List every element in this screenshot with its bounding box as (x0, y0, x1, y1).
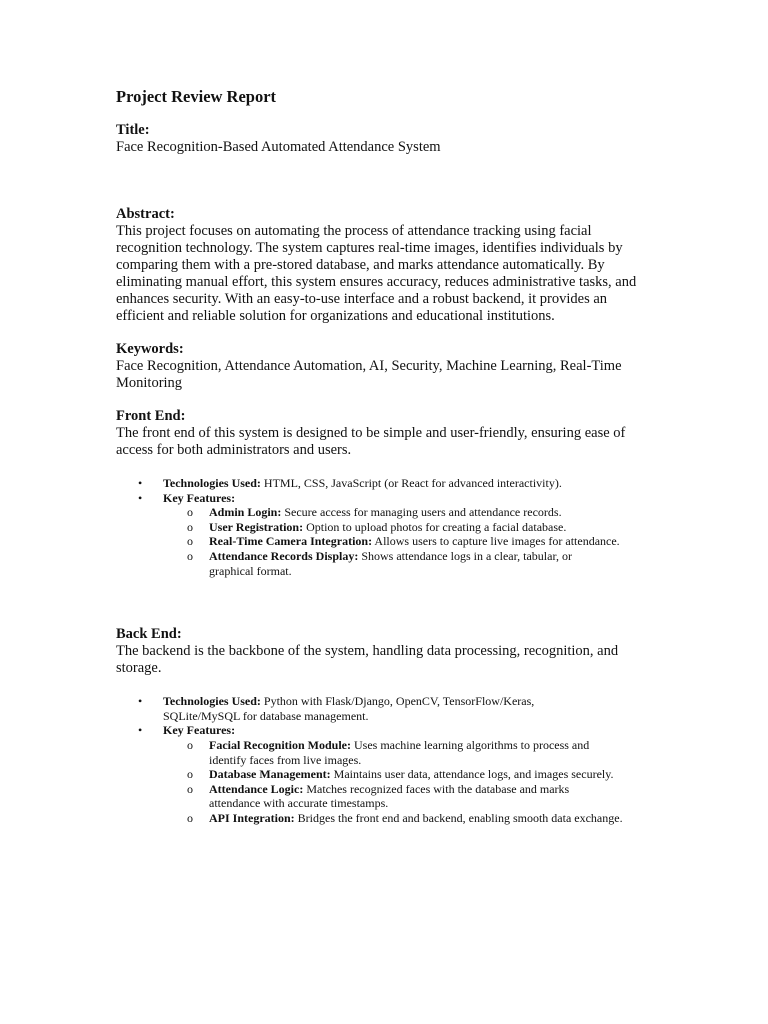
abstract-heading: Abstract: (116, 206, 175, 222)
feature-label: Admin Login: (209, 505, 282, 520)
back-end-technologies-item (116, 694, 573, 723)
feature-label: Facial Recognition Module: (209, 737, 351, 752)
feature-label: Database Management: (209, 767, 331, 782)
abstract-section (116, 206, 656, 325)
feature-label: Attendance Logic: (209, 781, 304, 796)
keywords-section (116, 341, 656, 392)
keywords-text: Face Recognition, Attendance Automation, AI, Security, Machine Learning, Real-Time Monitoring (116, 358, 622, 391)
back-end-list (116, 694, 656, 825)
document-title: Project Review Report (116, 87, 277, 106)
technologies-text: HTML, CSS, JavaScript (or React for advanced interactivity). (260, 476, 562, 490)
list-item (163, 505, 656, 520)
keywords-heading: Keywords: (116, 341, 184, 357)
feature-label: Real-Time Camera Integration: (209, 534, 373, 549)
back-end-features-item (116, 723, 656, 825)
feature-text: Matches recognized faces with the database and marks attendance with accurate timestamps. (209, 781, 570, 811)
list-item (163, 738, 609, 767)
list-item (163, 549, 609, 578)
list-item (163, 811, 656, 826)
feature-text: Secure access for managing users and attendance records. (281, 505, 562, 520)
list-item (163, 520, 656, 535)
back-end-features-list (163, 738, 656, 826)
back-end-heading: Back End: (116, 626, 182, 643)
title-section (116, 122, 656, 156)
feature-text: Shows attendance logs in a clear, tabular, or graphical format. (209, 548, 572, 578)
feature-text: Maintains user data, attendance logs, and images securely. (330, 767, 614, 782)
key-features-label: Key Features: (163, 723, 236, 738)
document-page (116, 86, 656, 826)
feature-text: Uses machine learning algorithms to process and identify faces from live images. (209, 737, 590, 767)
front-end-list (116, 476, 656, 578)
list-item (163, 534, 656, 549)
list-item (163, 767, 656, 782)
feature-label: API Integration: (209, 810, 295, 825)
front-end-section (116, 408, 656, 578)
feature-label: User Registration: (209, 519, 304, 534)
front-end-intro: The front end of this system is designed to be simple and user-friendly, ensuring ease of access for both administrators and users. (116, 425, 626, 458)
feature-text: Allows users to capture live images for attendance. (372, 534, 620, 549)
front-end-heading: Front End: (116, 408, 186, 424)
front-end-features-item (116, 491, 656, 579)
title-heading: Title: (116, 122, 150, 138)
front-end-features-list (163, 505, 656, 578)
back-end-intro: The backend is the backbone of the system, handling data processing, recognition, and storage. (116, 643, 619, 677)
technologies-label: Technologies Used: (163, 694, 261, 709)
technologies-text: Python with Flask/Django, OpenCV, TensorFlow/Keras, SQLite/MySQL for database management. (163, 694, 535, 723)
back-end-section (116, 626, 656, 825)
project-title-text: Face Recognition-Based Automated Attendance System (116, 139, 441, 155)
list-item (163, 782, 589, 811)
technologies-label: Technologies Used: (163, 476, 261, 490)
feature-text: Option to upload photos for creating a facial database. (303, 519, 567, 534)
feature-label: Attendance Records Display: (209, 548, 359, 563)
feature-text: Bridges the front end and backend, enabling smooth data exchange. (294, 810, 623, 825)
key-features-label: Key Features: (163, 490, 236, 505)
front-end-technologies-item (116, 476, 656, 491)
abstract-text: This project focuses on automating the process of attendance tracking using facial recognition technology. The system captures real-time images, identifies individuals by comparing them with a pre-stored database, and marks attendance automatically. By eliminating manual effort, this system ensures accuracy, reduces administrative tasks, and enhances security. With an easy-to-use interface and a robust backend, it provides an efficient and reliable solution for organizations and educational institutions. (116, 223, 637, 324)
